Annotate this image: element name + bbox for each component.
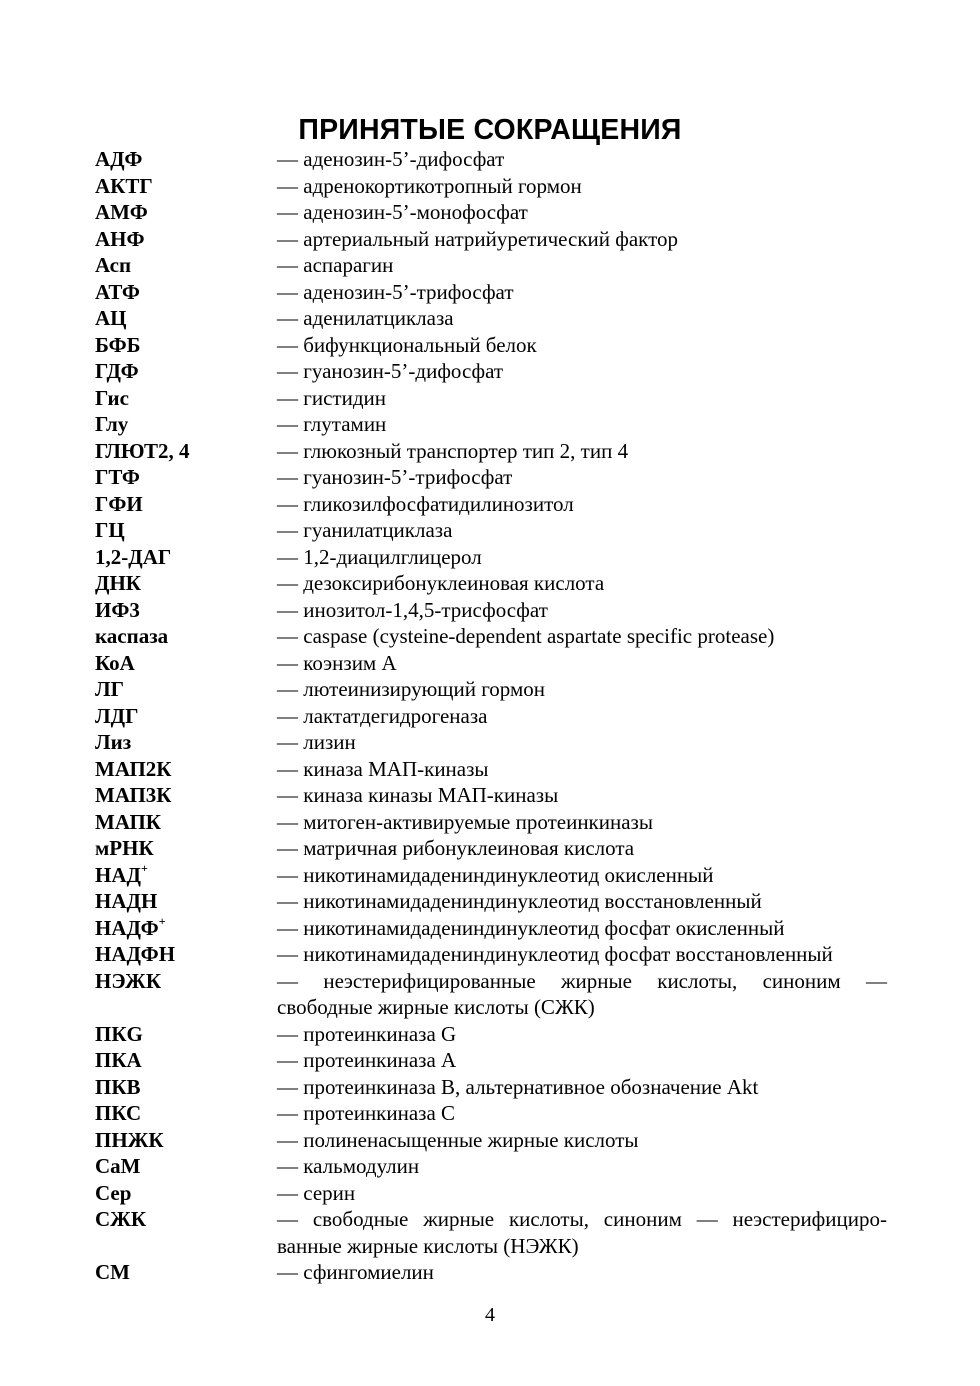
abbreviation-definition: — никотинамидадениндинуклеотид фосфат окисленный (277, 915, 785, 940)
abbreviation-definition: — неэстерифицированные жирные кислоты, синоним — свободные жирные кислоты (СЖК) (277, 968, 887, 1019)
abbreviation-definition: — протеинкиназа В, альтернативное обозначение Akt (277, 1074, 759, 1099)
abbreviation-row (95, 279, 887, 306)
abbreviation-row (95, 438, 887, 465)
abbreviation-term: БФБ (95, 332, 141, 357)
abbreviation-definition: — киназа МАП-киназы (277, 756, 489, 781)
abbreviation-term: каспаза (95, 624, 169, 648)
abbreviation-term: Сер (95, 1180, 132, 1205)
abbreviation-term: КоА (95, 650, 135, 675)
abbreviation-definition: — серин (277, 1180, 356, 1205)
abbreviation-row (95, 226, 887, 253)
abbreviation-row (95, 756, 887, 783)
abbreviation-definition: — аденозин-5’-трифосфат (277, 279, 514, 304)
term-superscript: + (140, 860, 148, 875)
abbreviation-definition: — гуанозин-5’-дифосфат (277, 359, 504, 383)
abbreviation-term: НЭЖК (95, 968, 162, 993)
abbreviation-row (95, 1047, 887, 1074)
abbreviation-row (95, 968, 887, 1021)
abbreviation-row (95, 1127, 887, 1154)
abbreviation-row (95, 888, 887, 915)
abbreviation-row (95, 252, 887, 279)
abbreviation-definition: — коэнзим А (277, 650, 397, 675)
abbreviation-term: ГТФ (95, 465, 140, 489)
abbreviation-term: ПКА (95, 1048, 142, 1072)
abbreviation-term: АМФ (95, 200, 148, 224)
abbreviation-term: МАПК (95, 809, 162, 834)
abbreviation-row (95, 411, 887, 438)
abbreviation-row (95, 146, 887, 173)
abbreviation-definition: — аденозин-5’-дифосфат (277, 147, 505, 171)
abbreviation-row (95, 173, 887, 200)
abbreviation-row (95, 517, 887, 544)
abbreviation-row (95, 358, 887, 385)
abbreviation-list (95, 146, 887, 1286)
abbreviation-row (95, 544, 887, 571)
abbreviation-definition: — никотинамидадениндинуклеотид восстановленный (277, 889, 762, 913)
abbreviation-term: ПНЖК (95, 1127, 164, 1152)
abbreviation-term: НАДН (95, 889, 158, 913)
abbreviation-definition: — лактатдегидрогеназа (277, 703, 488, 728)
abbreviation-row (95, 597, 887, 624)
abbreviation-term: ГФИ (95, 491, 143, 516)
abbreviation-definition: — 1,2-диацилглицерол (277, 544, 482, 569)
term-superscript: + (158, 913, 166, 928)
page-title: ПРИНЯТЫЕ СОКРАЩЕНИЯ (298, 114, 682, 147)
abbreviation-term: МАП3К (95, 783, 172, 807)
abbreviation-term: ЛДГ (95, 703, 139, 728)
abbreviation-term: Лиз (95, 730, 132, 754)
abbreviation-definition: — аденозин-5’-монофосфат (277, 200, 528, 224)
abbreviation-definition: — дезоксирибонуклеиновая кислота (277, 571, 605, 595)
abbreviation-definition: — митоген-активируемые протеинкиназы (277, 809, 653, 834)
abbreviation-row (95, 862, 887, 889)
abbreviation-term: ЛГ (95, 677, 125, 701)
abbreviation-definition: — кальмодулин (277, 1154, 420, 1178)
abbreviation-definition: — никотинамидадениндинуклеотид окисленный (277, 862, 714, 887)
abbreviation-row (95, 650, 887, 677)
abbreviation-definition: — протеинкиназа А (277, 1048, 457, 1072)
abbreviation-definition: — caspase (cysteine-dependent aspartate specific protease) (277, 624, 775, 648)
abbreviation-term: ПКВ (95, 1074, 141, 1099)
abbreviation-term: ДНК (95, 571, 142, 595)
abbreviation-row (95, 941, 887, 968)
term-text: НАДФ (95, 915, 159, 940)
abbreviation-term: ПКG (95, 1021, 143, 1046)
abbreviation-row (95, 1074, 887, 1101)
abbreviation-row (95, 332, 887, 359)
abbreviation-definition: — бифункциональный белок (277, 332, 537, 357)
abbreviation-term: МАП2К (95, 756, 172, 781)
abbreviation-row (95, 1021, 887, 1048)
abbreviation-row (95, 915, 887, 942)
abbreviation-definition: — адренокортикотропный гормон (277, 173, 582, 198)
abbreviation-definition: — сфингомиелин (277, 1260, 434, 1284)
abbreviation-term: АТФ (95, 279, 140, 304)
abbreviation-definition: — инозитол-1,4,5-трисфосфат (277, 597, 548, 622)
abbreviation-term: Гис (95, 385, 129, 410)
abbreviation-term: АДФ (95, 147, 143, 171)
abbreviation-term: АЦ (95, 306, 127, 330)
abbreviation-row (95, 835, 887, 862)
abbreviation-definition: — протеинкиназа G (277, 1021, 457, 1046)
abbreviation-term: ПКС (95, 1101, 142, 1125)
abbreviation-row (95, 623, 887, 650)
abbreviation-row (95, 199, 887, 226)
abbreviation-term: СЖК (95, 1207, 147, 1231)
abbreviation-definition: — аспарагин (277, 253, 394, 277)
abbreviation-row (95, 464, 887, 491)
abbreviation-definition: — матричная рибонуклеиновая кислота (277, 836, 635, 860)
term-text: НАД (95, 862, 141, 887)
abbreviation-row (95, 1100, 887, 1127)
abbreviation-term: АНФ (95, 226, 145, 251)
abbreviation-row (95, 703, 887, 730)
abbreviation-row (95, 676, 887, 703)
abbreviation-row (95, 570, 887, 597)
abbreviation-row (95, 1153, 887, 1180)
abbreviation-term: СМ (95, 1260, 130, 1284)
abbreviation-term: НАДФН (95, 942, 176, 966)
abbreviation-definition: — лизин (277, 730, 356, 754)
abbreviation-definition: — гуанилатциклаза (277, 518, 453, 542)
abbreviation-term: АКТГ (95, 173, 153, 198)
abbreviation-definition: — артериальный натрийуретический фактор (277, 226, 678, 251)
abbreviation-row (95, 385, 887, 412)
abbreviation-term: 1,2-ДАГ (95, 544, 172, 569)
abbreviation-term: ГДФ (95, 359, 139, 383)
abbreviation-definition: — гуанозин-5’-трифосфат (277, 465, 513, 489)
abbreviation-term: Асп (95, 253, 132, 277)
abbreviation-term: ГЦ (95, 518, 125, 542)
abbreviation-definition: — протеинкиназа С (277, 1101, 456, 1125)
abbreviation-term: Глу (95, 412, 129, 436)
abbreviation-term: ИФ3 (95, 597, 140, 622)
abbreviation-term: мРНК (95, 836, 154, 860)
abbreviation-row (95, 782, 887, 809)
abbreviation-definition: — полиненасыщенные жирные кислоты (277, 1127, 639, 1152)
abbreviation-row (95, 1206, 887, 1259)
abbreviation-definition: — гистидин (277, 385, 386, 410)
abbreviation-definition: — свободные жирные кислоты, синоним — неэстерифициро-ванные жирные кислоты (НЭЖК) (277, 1207, 887, 1258)
abbreviation-term: СаМ (95, 1154, 141, 1178)
abbreviation-definition: — лютеинизирующий гормон (277, 677, 545, 701)
abbreviation-definition: — никотинамидадениндинуклеотид фосфат восстановленный (277, 942, 833, 966)
abbreviation-term (95, 862, 277, 889)
abbreviation-term (95, 915, 277, 942)
abbreviation-definition: — глутамин (277, 412, 387, 436)
abbreviation-row (95, 729, 887, 756)
abbreviation-row (95, 305, 887, 332)
abbreviation-row (95, 809, 887, 836)
abbreviation-row (95, 1259, 887, 1286)
abbreviation-row (95, 491, 887, 518)
abbreviation-row (95, 1180, 887, 1207)
abbreviation-definition: — киназа киназы МАП-киназы (277, 783, 559, 807)
abbreviation-definition: — глюкозный транспортер тип 2, тип 4 (277, 438, 629, 463)
abbreviation-definition: — гликозилфосфатидилинозитол (277, 491, 574, 516)
page-number: 4 (485, 1304, 495, 1326)
abbreviation-term: ГЛЮТ2, 4 (95, 438, 190, 463)
abbreviation-definition: — аденилатциклаза (277, 306, 454, 330)
